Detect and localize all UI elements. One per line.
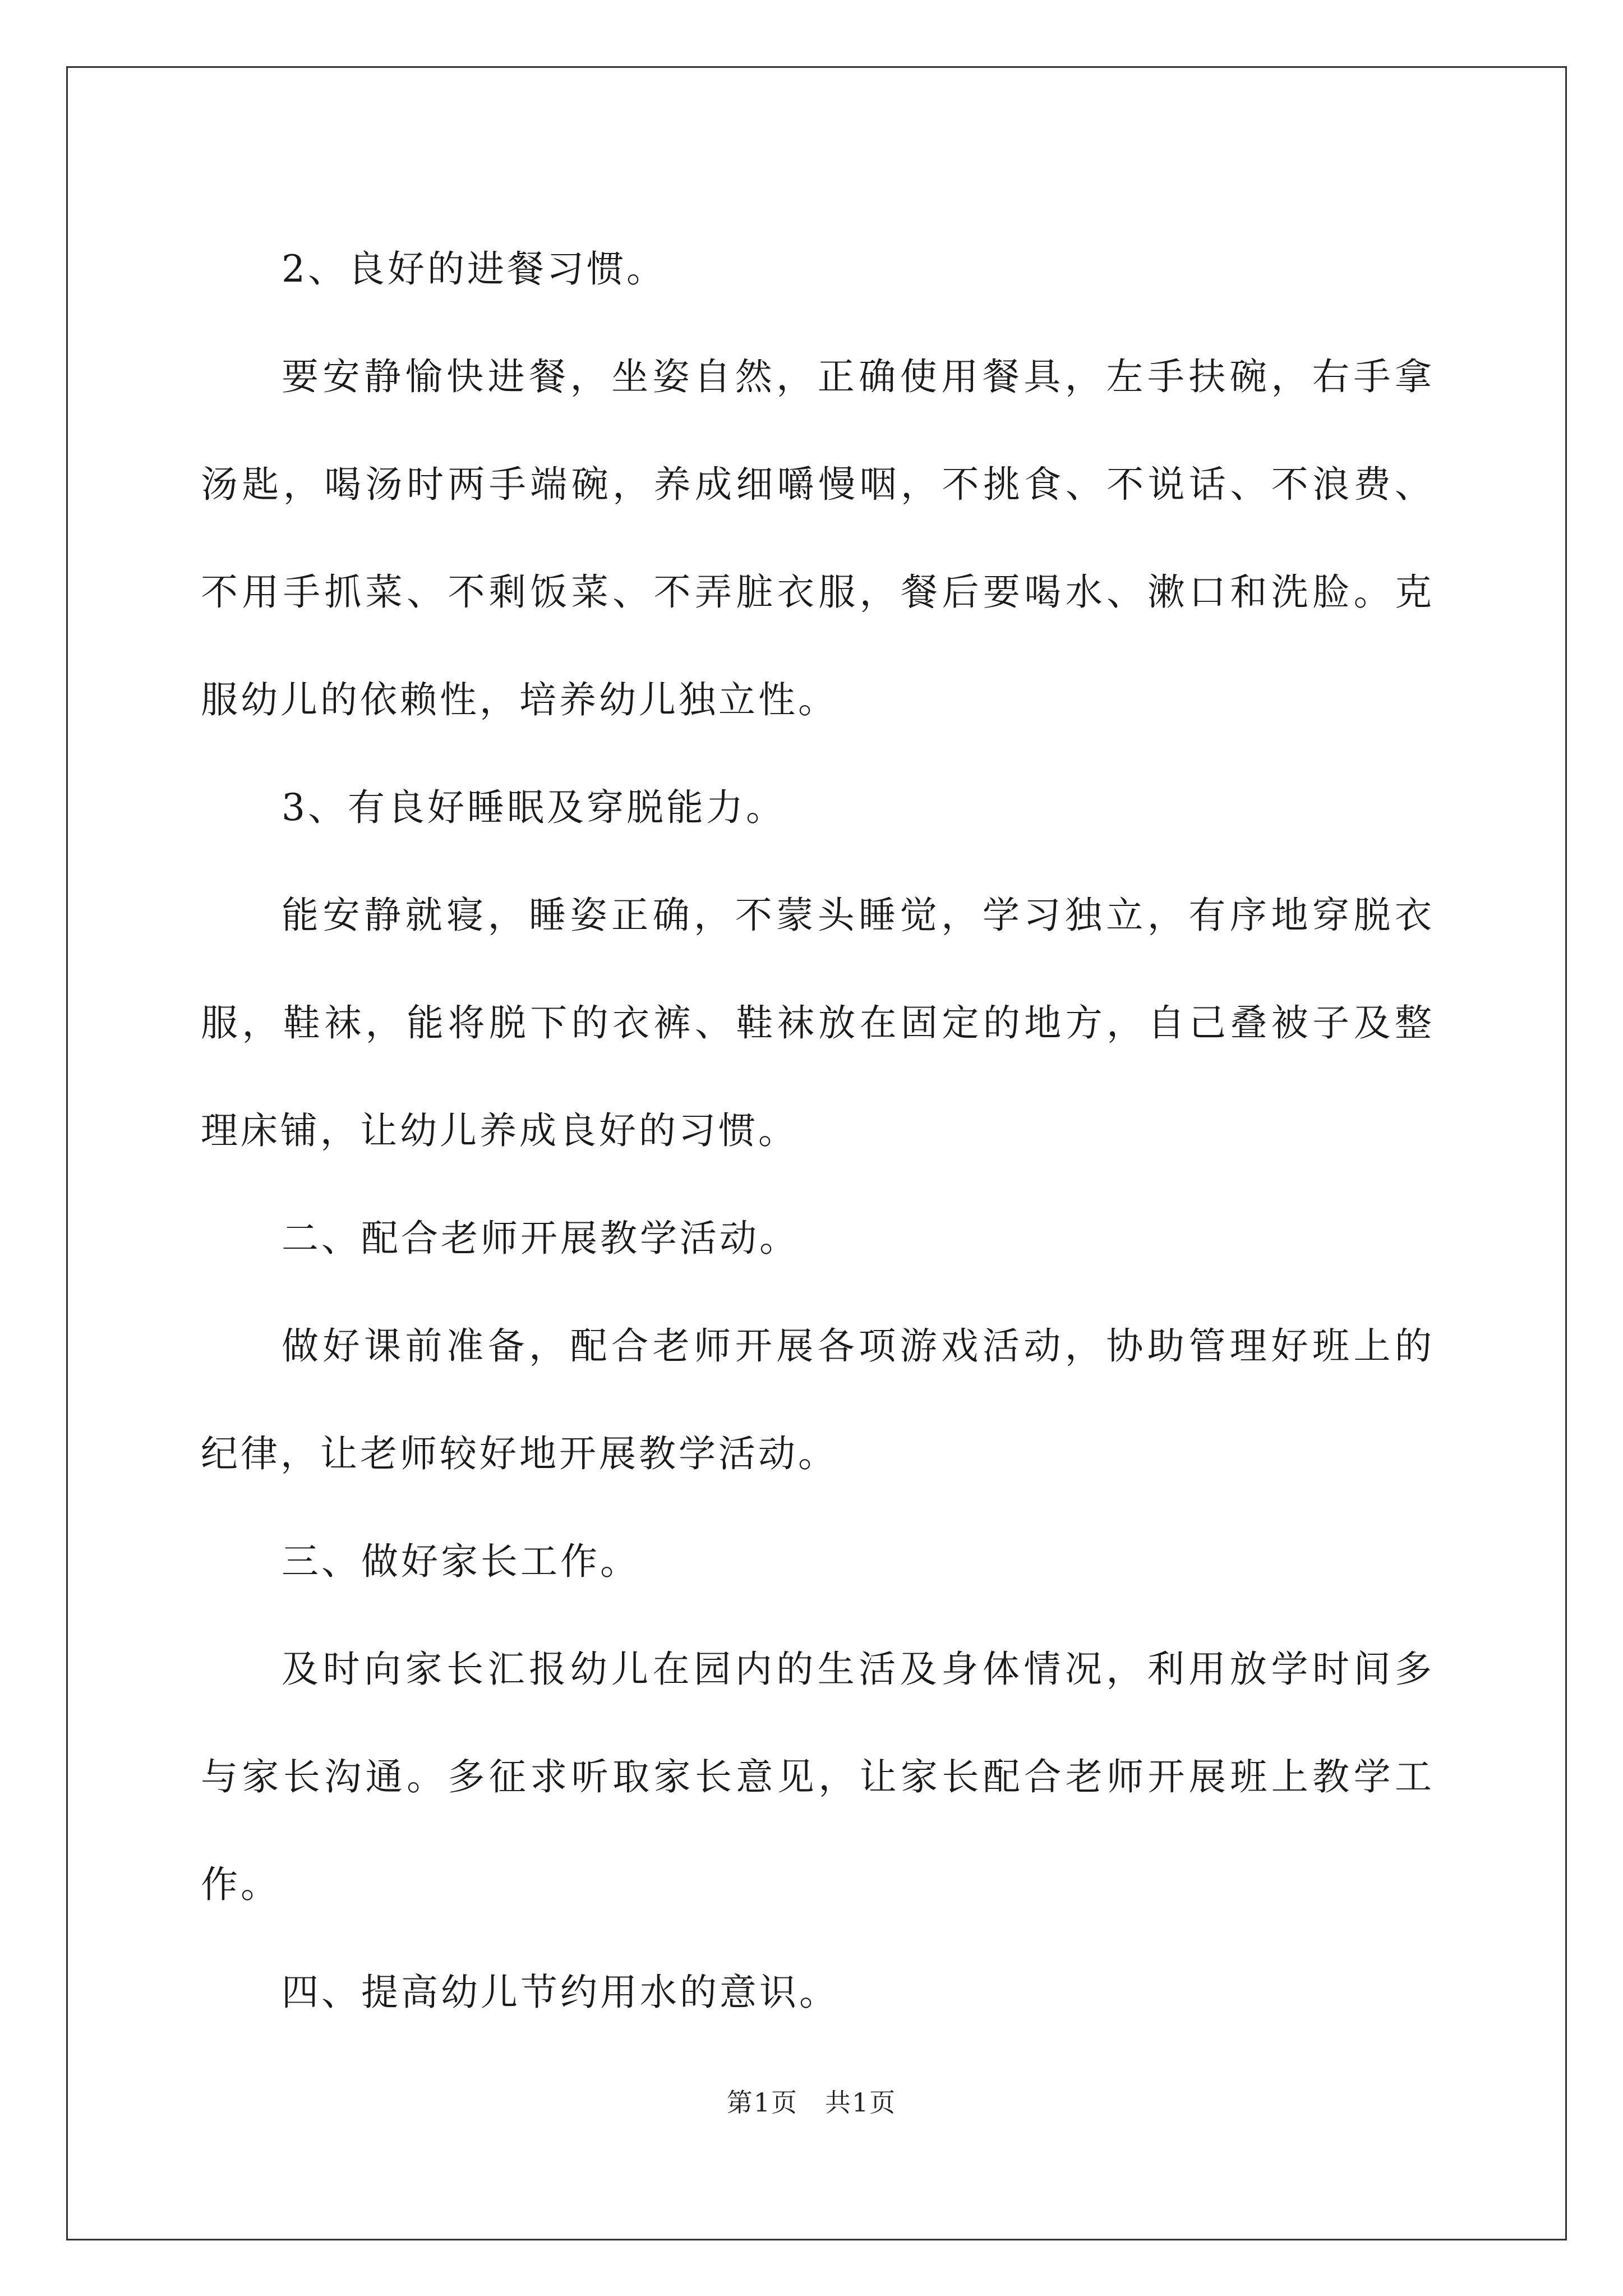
paragraph-sleep-dressing: 能安静就寝，睡姿正确，不蒙头睡觉，学习独立，有序地穿脱衣服，鞋袜，能将脱下的衣裤、鞋袜放在固定的地方，自己叠被子及整理床铺，让幼儿养成良好的习惯。 [201,894,1435,1152]
heading-meal-habits: 2、良好的进餐习惯。 [282,247,666,291]
heading-sleep-dressing: 3、有良好睡眠及穿脱能力。 [282,786,786,829]
paragraph-parent-work: 及时向家长汇报幼儿在园内的生活及身体情况，利用放学时间多与家长沟通。多征求听取家长意见，让家长配合老师开展班上教学工作。 [201,1648,1435,1906]
heading-assist-teaching: 二、配合老师开展教学活动。 [282,1217,799,1260]
paragraph-meal-habits: 要安静愉快进餐，坐姿自然，正确使用餐具，左手扶碗，右手拿汤匙，喝汤时两手端碗，养成细嚼慢咽，不挑食、不说话、不浪费、不用手抓菜、不剩饭菜、不弄脏衣服，餐后要喝水、漱口和洗脸。克服幼儿的依赖性，培养幼儿独立性。 [201,355,1435,721]
heading-parent-work: 三、做好家长工作。 [282,1540,640,1583]
page-number-footer: 第1页 共1页 [726,2087,897,2118]
heading-water-saving: 四、提高幼儿节约用水的意识。 [282,1971,839,2014]
paragraph-assist-teaching: 做好课前准备，配合老师开展各项游戏活动，协助管理好班上的纪律，让老师较好地开展教学活动。 [201,1324,1435,1475]
